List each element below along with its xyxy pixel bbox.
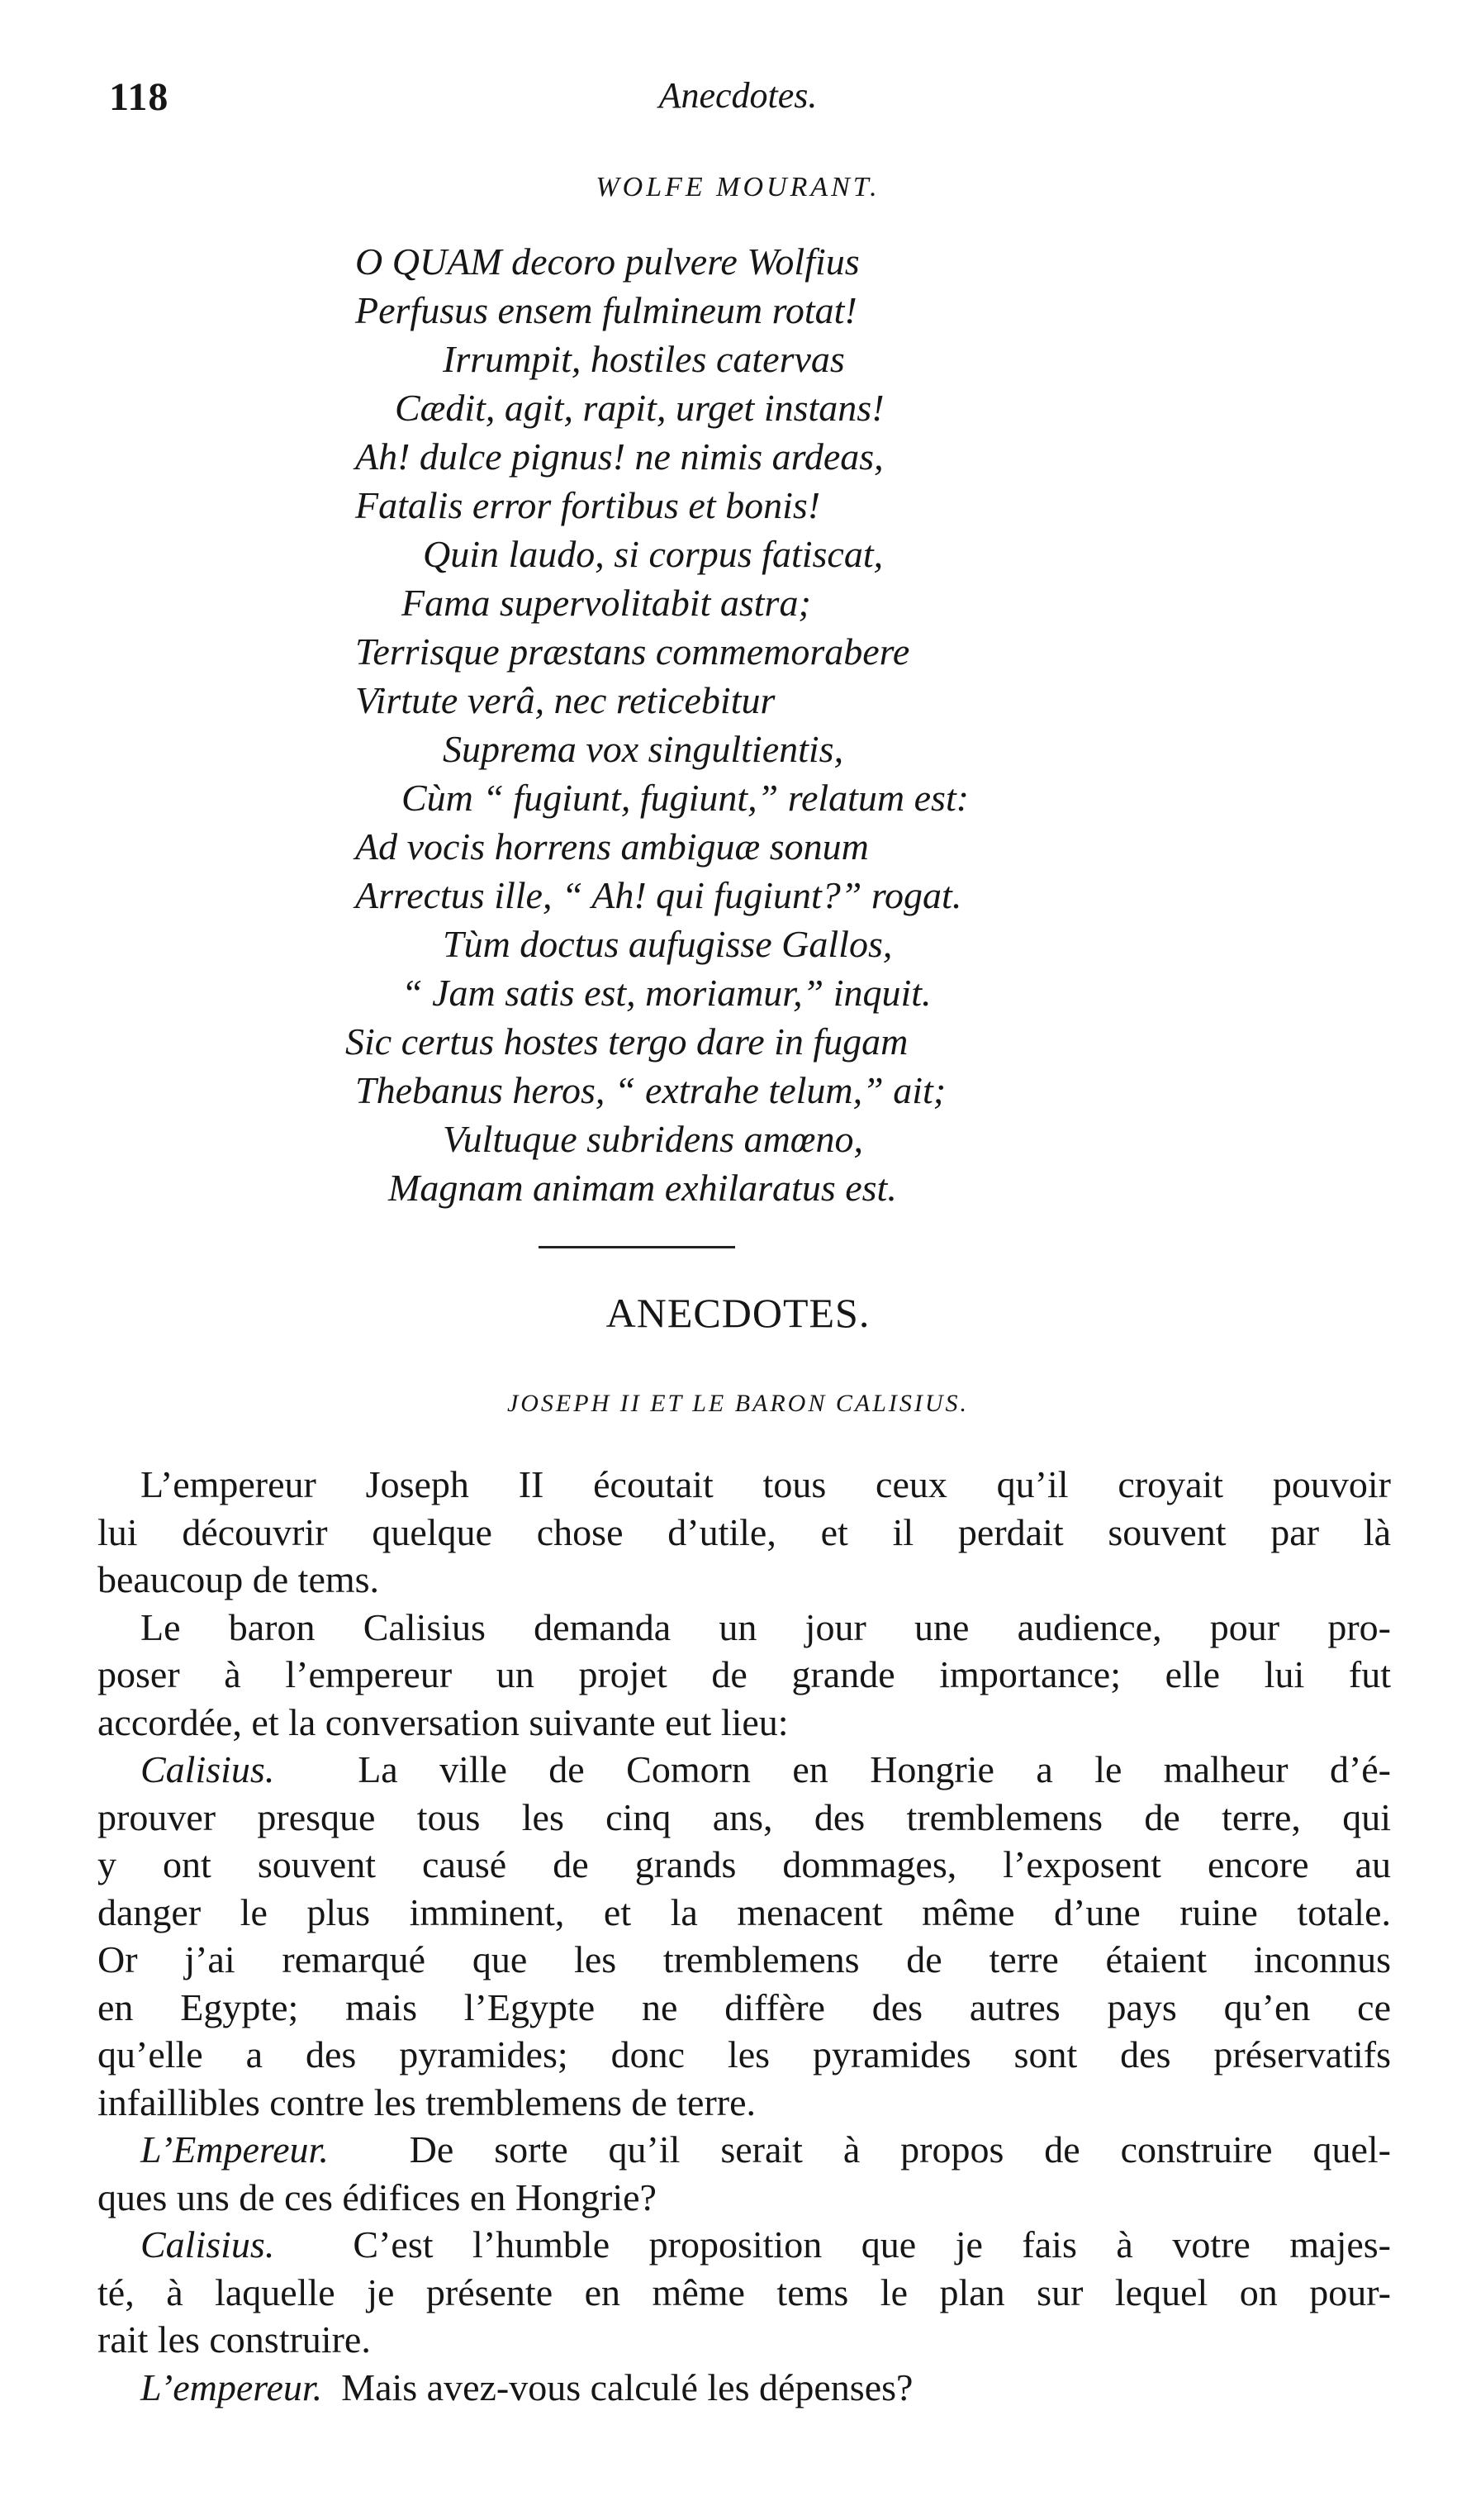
- speaker-label: L’Empereur.: [140, 2128, 329, 2171]
- text-line: lui découvrir quelque chose d’utile, et il perdait souvent par là: [97, 1510, 1391, 1553]
- text-line: L’empereur Joseph II écoutait tous ceux qu’il croyait pouvoir: [140, 1463, 1391, 1505]
- poem-line: Tùm doctus aufugisse Gallos,: [443, 923, 893, 965]
- running-title: Anecdotes.: [658, 75, 818, 116]
- page-number: 118: [109, 75, 169, 119]
- text-span: Mais avez-vous calculé les dépenses?: [341, 2365, 914, 2408]
- poem-line: Cùm “ fugiunt, fugiunt,” relatum est:: [401, 777, 970, 819]
- text-line: té, à laquelle je présente en même tems le plan sur lequel on pour-: [97, 2270, 1391, 2313]
- anecdote-body: [97, 1461, 1391, 2411]
- poem-line: Cædit, agit, rapit, urget instans!: [395, 387, 885, 429]
- speaker-label: Calisius.: [140, 1748, 275, 1790]
- poem-line: Ad vocis horrens ambiguæ sonum: [355, 825, 869, 868]
- poem-title: WOLFE MOURANT.: [596, 172, 880, 202]
- text-line: infaillibles contre les tremblemens de terre.: [97, 2080, 757, 2123]
- dialogue-line: [97, 2221, 1391, 2269]
- poem-line: Vultuque subridens amœno,: [443, 1118, 863, 1160]
- text-line: prouver presque tous les cinq ans, des tremblemens de terre, qui: [97, 1795, 1391, 1838]
- poem-line: “ Jam satis est, moriamur,” inquit.: [401, 972, 932, 1014]
- text-line: beaucoup de tems.: [97, 1558, 380, 1600]
- text-line: ques uns de ces édifices en Hongrie?: [97, 2175, 657, 2218]
- dialogue-line: [97, 2364, 1391, 2412]
- text-line: Or j’ai remarqué que les tremblemens de terre étaient inconnus: [97, 1938, 1391, 1980]
- poem-line: Arrectus ille, “ Ah! qui fugiunt?” rogat.: [355, 874, 962, 916]
- section-divider: [539, 1246, 735, 1248]
- dialogue-line: [97, 2126, 1391, 2174]
- anecdote-title: JOSEPH II ET LE BARON CALISIUS.: [506, 1390, 970, 1417]
- poem-line: Suprema vox singultientis,: [443, 728, 844, 770]
- poem-line: O QUAM decoro pulvere Wolfius: [355, 240, 860, 283]
- poem-line: Virtute verâ, nec reticebitur: [355, 679, 776, 721]
- section-title: ANECDOTES.: [605, 1290, 871, 1336]
- text-line: poser à l’empereur un projet de grande importance; elle lui fut: [97, 1653, 1391, 1695]
- text-line: accordée, et la conversation suivante eut lieu:: [97, 1700, 789, 1743]
- text-span: De sorte qu’il serait à propos de construire quel-: [409, 2128, 1391, 2171]
- poem-line: Sic certus hostes tergo dare in fugam: [345, 1020, 909, 1063]
- text-line: y ont souvent causé de grands dommages, l’exposent encore au: [97, 1843, 1391, 1885]
- poem-line: Irrumpit, hostiles catervas: [443, 338, 845, 380]
- poem-line: Perfusus ensem fulmineum rotat!: [355, 289, 857, 331]
- text-span: La ville de Comorn en Hongrie a le malheur d’é-: [358, 1748, 1392, 1790]
- poem-line: Ah! dulce pignus! ne nimis ardeas,: [355, 435, 884, 478]
- text-line: rait les construire.: [97, 2318, 371, 2361]
- text-line: danger le plus imminent, et la menacent même d’une ruine totale.: [97, 1890, 1391, 1933]
- text-line: Le baron Calisius demanda un jour une audience, pour pro-: [140, 1605, 1391, 1648]
- text-line: en Egypte; mais l’Egypte ne diffère des autres pays qu’en ce: [97, 1985, 1391, 2028]
- poem-line: Quin laudo, si corpus fatiscat,: [423, 533, 884, 575]
- dialogue-line: [97, 1746, 1391, 1794]
- speaker-label: Calisius.: [140, 2223, 275, 2266]
- poem-line: Fama supervolitabit astra;: [401, 582, 811, 624]
- text-line: qu’elle a des pyramides; donc les pyramides sont des préservatifs: [97, 2033, 1391, 2075]
- speaker-label: L’empereur.: [140, 2365, 323, 2408]
- poem-line: Fatalis error fortibus et bonis!: [355, 484, 821, 526]
- poem-line: Thebanus heros, “ extrahe telum,” ait;: [355, 1069, 947, 1111]
- poem-line: Terrisque præstans commemorabere: [355, 630, 910, 673]
- text-span: C’est l’humble proposition que je fais à votre majes-: [353, 2223, 1391, 2266]
- poem-line: Magnam animam exhilaratus est.: [388, 1167, 897, 1209]
